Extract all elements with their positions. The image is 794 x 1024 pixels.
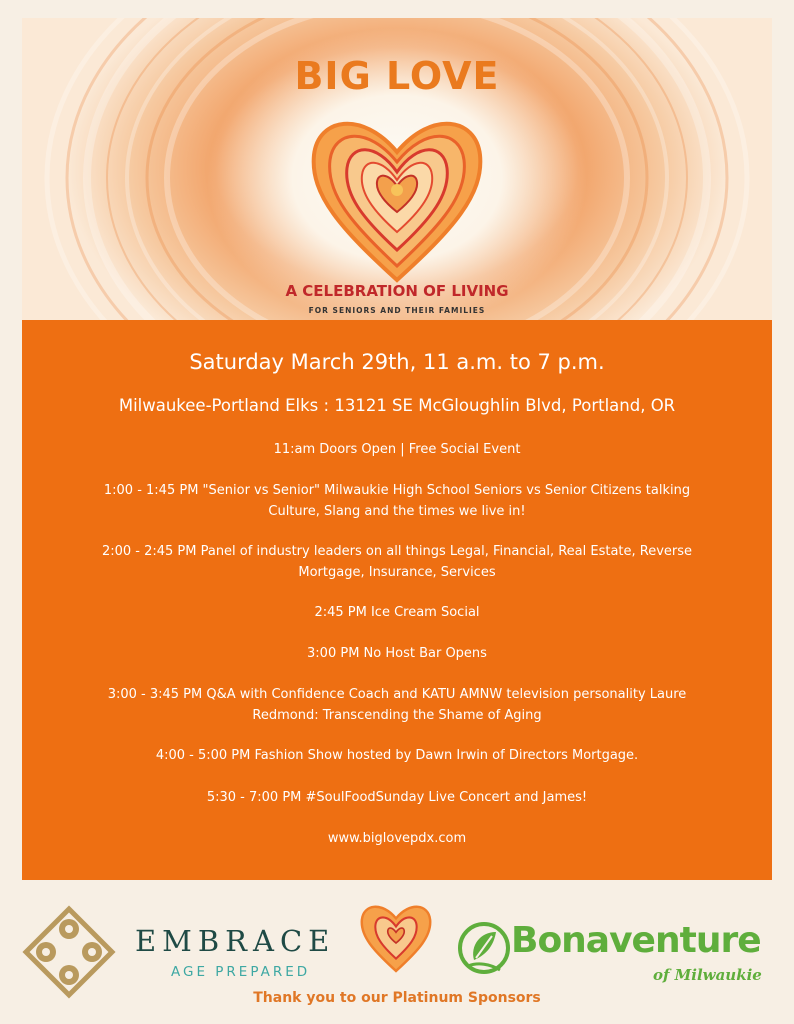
schedule-item [42,480,752,522]
event-subtitle: A CELEBRATION OF LIVING [285,282,509,300]
website-link[interactable]: www.biglovepdx.com [327,831,467,846]
schedule-item [42,541,752,583]
schedule-item [42,787,752,808]
schedule-item [42,602,752,623]
event-venue: Milwaukee-Portland Elks : 13121 SE McGloughlin Blvd, Portland, OR [118,396,676,415]
schedule-item-line: 11:am Doors Open | Free Social Event [273,442,521,457]
event-details-panel [22,320,772,880]
schedule-item-line: Culture, Slang and the times we live in! [268,504,526,519]
hero-banner [22,18,772,320]
event-date: Saturday March 29th, 11 a.m. to 7 p.m. [189,350,605,374]
schedule-item [42,643,752,664]
sponsors-thanks: Thank you to our Platinum Sponsors [253,990,541,1006]
schedule-item-line: 2:00 - 2:45 PM Panel of industry leaders on all things Legal, Financial, Real Estate, Reverse [101,544,693,559]
embrace-name: EMBRACE [135,924,336,958]
embrace-emblem-icon [22,905,116,999]
bonaventure-leaf-icon [456,918,512,978]
schedule-item [42,745,752,766]
schedule-item-line: 3:00 PM No Host Bar Opens [307,646,487,661]
schedule-item-line: 5:30 - 7:00 PM #SoulFoodSunday Live Concert and James! [206,790,588,805]
schedule-item [42,684,752,726]
schedule-item-line: 4:00 - 5:00 PM Fashion Show hosted by Dawn Irwin of Directors Mortgage. [155,748,639,763]
schedule-item-line: Redmond: Transcending the Shame of Aging [252,708,542,723]
event-title: BIG LOVE [294,54,500,98]
schedule-item-line: 2:45 PM Ice Cream Social [314,605,480,620]
schedule-item-line: Mortgage, Insurance, Services [298,565,496,580]
event-tagline: FOR SENIORS AND THEIR FAMILIES [308,306,486,315]
embrace-tagline: AGE PREPARED [171,964,311,980]
heart-icon [302,100,492,285]
bonaventure-location: of Milwaukie [653,966,762,984]
heart-icon [356,897,436,973]
schedule-item [42,439,752,460]
bonaventure-name: Bonaventure [511,920,761,961]
schedule-item-line: 3:00 - 3:45 PM Q&A with Confidence Coach and KATU AMNW television personality Laure [107,687,687,702]
schedule-item-line: 1:00 - 1:45 PM "Senior vs Senior" Milwaukie High School Seniors vs Senior Citizens talking [103,483,691,498]
